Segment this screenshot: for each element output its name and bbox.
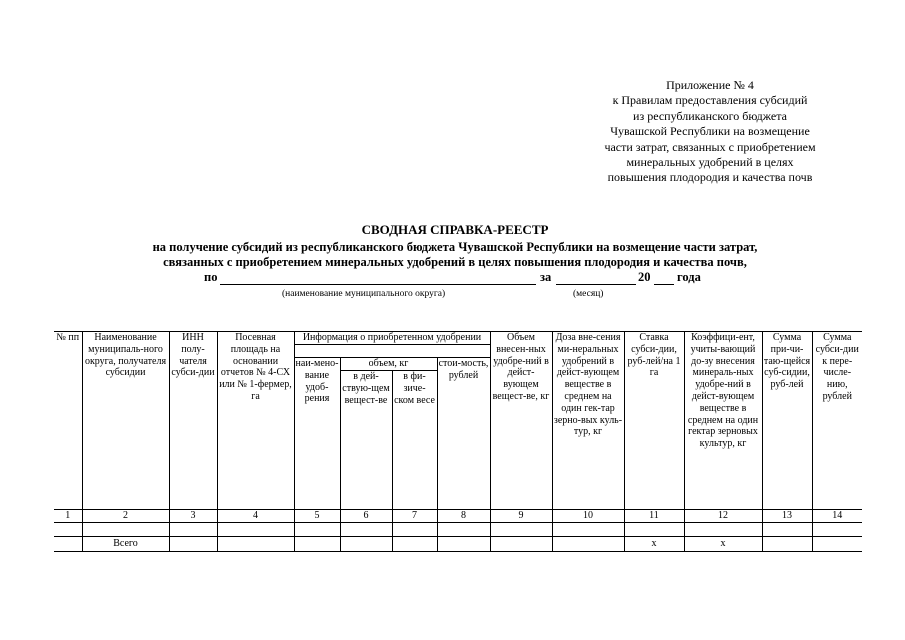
cell[interactable] <box>392 523 437 537</box>
header-active-substance: в дей-ствую-щем вещест-ве <box>340 371 392 510</box>
cell[interactable] <box>340 523 392 537</box>
cell[interactable] <box>392 537 437 552</box>
appendix-line: Чувашской Республики на возмещение <box>610 124 810 139</box>
total-x-mark: х <box>684 537 762 552</box>
cell[interactable] <box>552 523 624 537</box>
col-number: 9 <box>490 510 552 523</box>
cell[interactable] <box>82 523 169 537</box>
total-label: Всего <box>82 537 169 552</box>
col-number: 6 <box>340 510 392 523</box>
cell[interactable] <box>217 523 294 537</box>
document-subtitle-2: связанных с приобретением минеральных удобрений в целях повышения плодородия и качества почв, <box>163 255 747 269</box>
cell[interactable] <box>217 537 294 552</box>
col-number: 10 <box>552 510 624 523</box>
cell[interactable] <box>490 523 552 537</box>
cell[interactable] <box>169 523 217 537</box>
cell[interactable] <box>169 537 217 552</box>
col-number: 2 <box>82 510 169 523</box>
cell[interactable] <box>812 537 862 552</box>
month-hint: (месяц) <box>573 289 604 299</box>
header-cost: стои-мость, рублей <box>437 358 490 510</box>
header-name: Наименование муниципаль-ного округа, получателя субсидии <box>82 332 169 510</box>
cell[interactable] <box>552 537 624 552</box>
cell[interactable] <box>54 523 82 537</box>
header-inn: ИНН полу-чателя субси-дии <box>169 332 217 510</box>
cell[interactable] <box>340 537 392 552</box>
register-table <box>54 331 862 552</box>
header-dose: Доза вне-сения ми-неральных удобрений в дейст-вующем веществе в среднем на один гек-тар зерно-вых куль-тур, кг <box>552 332 624 510</box>
appendix-line: повышения плодородия и качества почв <box>607 170 813 185</box>
header-volume: объем, кг <box>340 358 437 371</box>
col-number: 4 <box>217 510 294 523</box>
cell[interactable] <box>624 523 684 537</box>
col-number: 3 <box>169 510 217 523</box>
col-number: 5 <box>294 510 340 523</box>
header-fertilizer-name: наи-мено-вание удоб-рения <box>294 358 340 510</box>
district-hint: (наименование муниципального округа) <box>282 289 446 299</box>
appendix-line: минеральных удобрений в целях <box>626 155 794 170</box>
col-number: 11 <box>624 510 684 523</box>
month-blank[interactable] <box>556 284 636 285</box>
header-coef: Коэффици-ент, учиты-вающий до-зу внесения минераль-ных удобре-ний в дейст-вующем веществе в среднем на один гектар зерновых культур, кг <box>684 332 762 510</box>
year-prefix: 20 <box>638 270 651 284</box>
appendix-line: к Правилам предоставления субсидий <box>612 93 808 108</box>
po-label: по <box>204 270 218 284</box>
header-area: Посевная площадь на основании отчетов № 4-СХ или № 1-фермер, га <box>217 332 294 510</box>
cell[interactable] <box>762 537 812 552</box>
col-number: 13 <box>762 510 812 523</box>
cell[interactable] <box>684 523 762 537</box>
col-number: 7 <box>392 510 437 523</box>
document-subtitle-1: на получение субсидий из республиканского бюджета Чувашской Республики на возмещение части затрат, <box>152 240 758 254</box>
data-row <box>54 523 862 537</box>
total-row <box>54 537 862 552</box>
cell[interactable] <box>437 523 490 537</box>
appendix-block <box>560 78 860 186</box>
header-applied: Объем внесен-ных удобре-ний в дейст-вующем вещест-ве, кг <box>490 332 552 510</box>
header-num: № пп <box>54 332 82 510</box>
district-blank[interactable] <box>220 284 536 285</box>
header-info: Информация о приобретенном удобрении <box>294 332 490 345</box>
header-due: Сумма при-чи-таю-щейся суб-сидии, руб-лей <box>762 332 812 510</box>
cell <box>54 537 82 552</box>
za-label: за <box>540 270 552 284</box>
appendix-line: из республиканского бюджета <box>633 108 787 123</box>
year-suffix: года <box>677 270 701 284</box>
appendix-line: части затрат, связанных с приобретением <box>604 139 816 154</box>
header-physical-weight: в фи-зиче-ском весе <box>392 371 437 510</box>
cell[interactable] <box>762 523 812 537</box>
cell[interactable] <box>294 523 340 537</box>
cell[interactable] <box>437 537 490 552</box>
cell[interactable] <box>490 537 552 552</box>
appendix-line: Приложение № 4 <box>666 78 754 92</box>
total-x-mark: х <box>624 537 684 552</box>
cell[interactable] <box>812 523 862 537</box>
header-rate: Ставка субси-дии, руб-лей/на 1 га <box>624 332 684 510</box>
document-title: СВОДНАЯ СПРАВКА-РЕЕСТР <box>361 222 549 237</box>
col-number: 12 <box>684 510 762 523</box>
col-number: 1 <box>54 510 82 523</box>
col-number: 8 <box>437 510 490 523</box>
cell[interactable] <box>294 537 340 552</box>
year-blank[interactable] <box>654 284 674 285</box>
header-payable: Сумма субси-дии к пере-числе-нию, рублей <box>812 332 862 510</box>
col-number: 14 <box>812 510 862 523</box>
